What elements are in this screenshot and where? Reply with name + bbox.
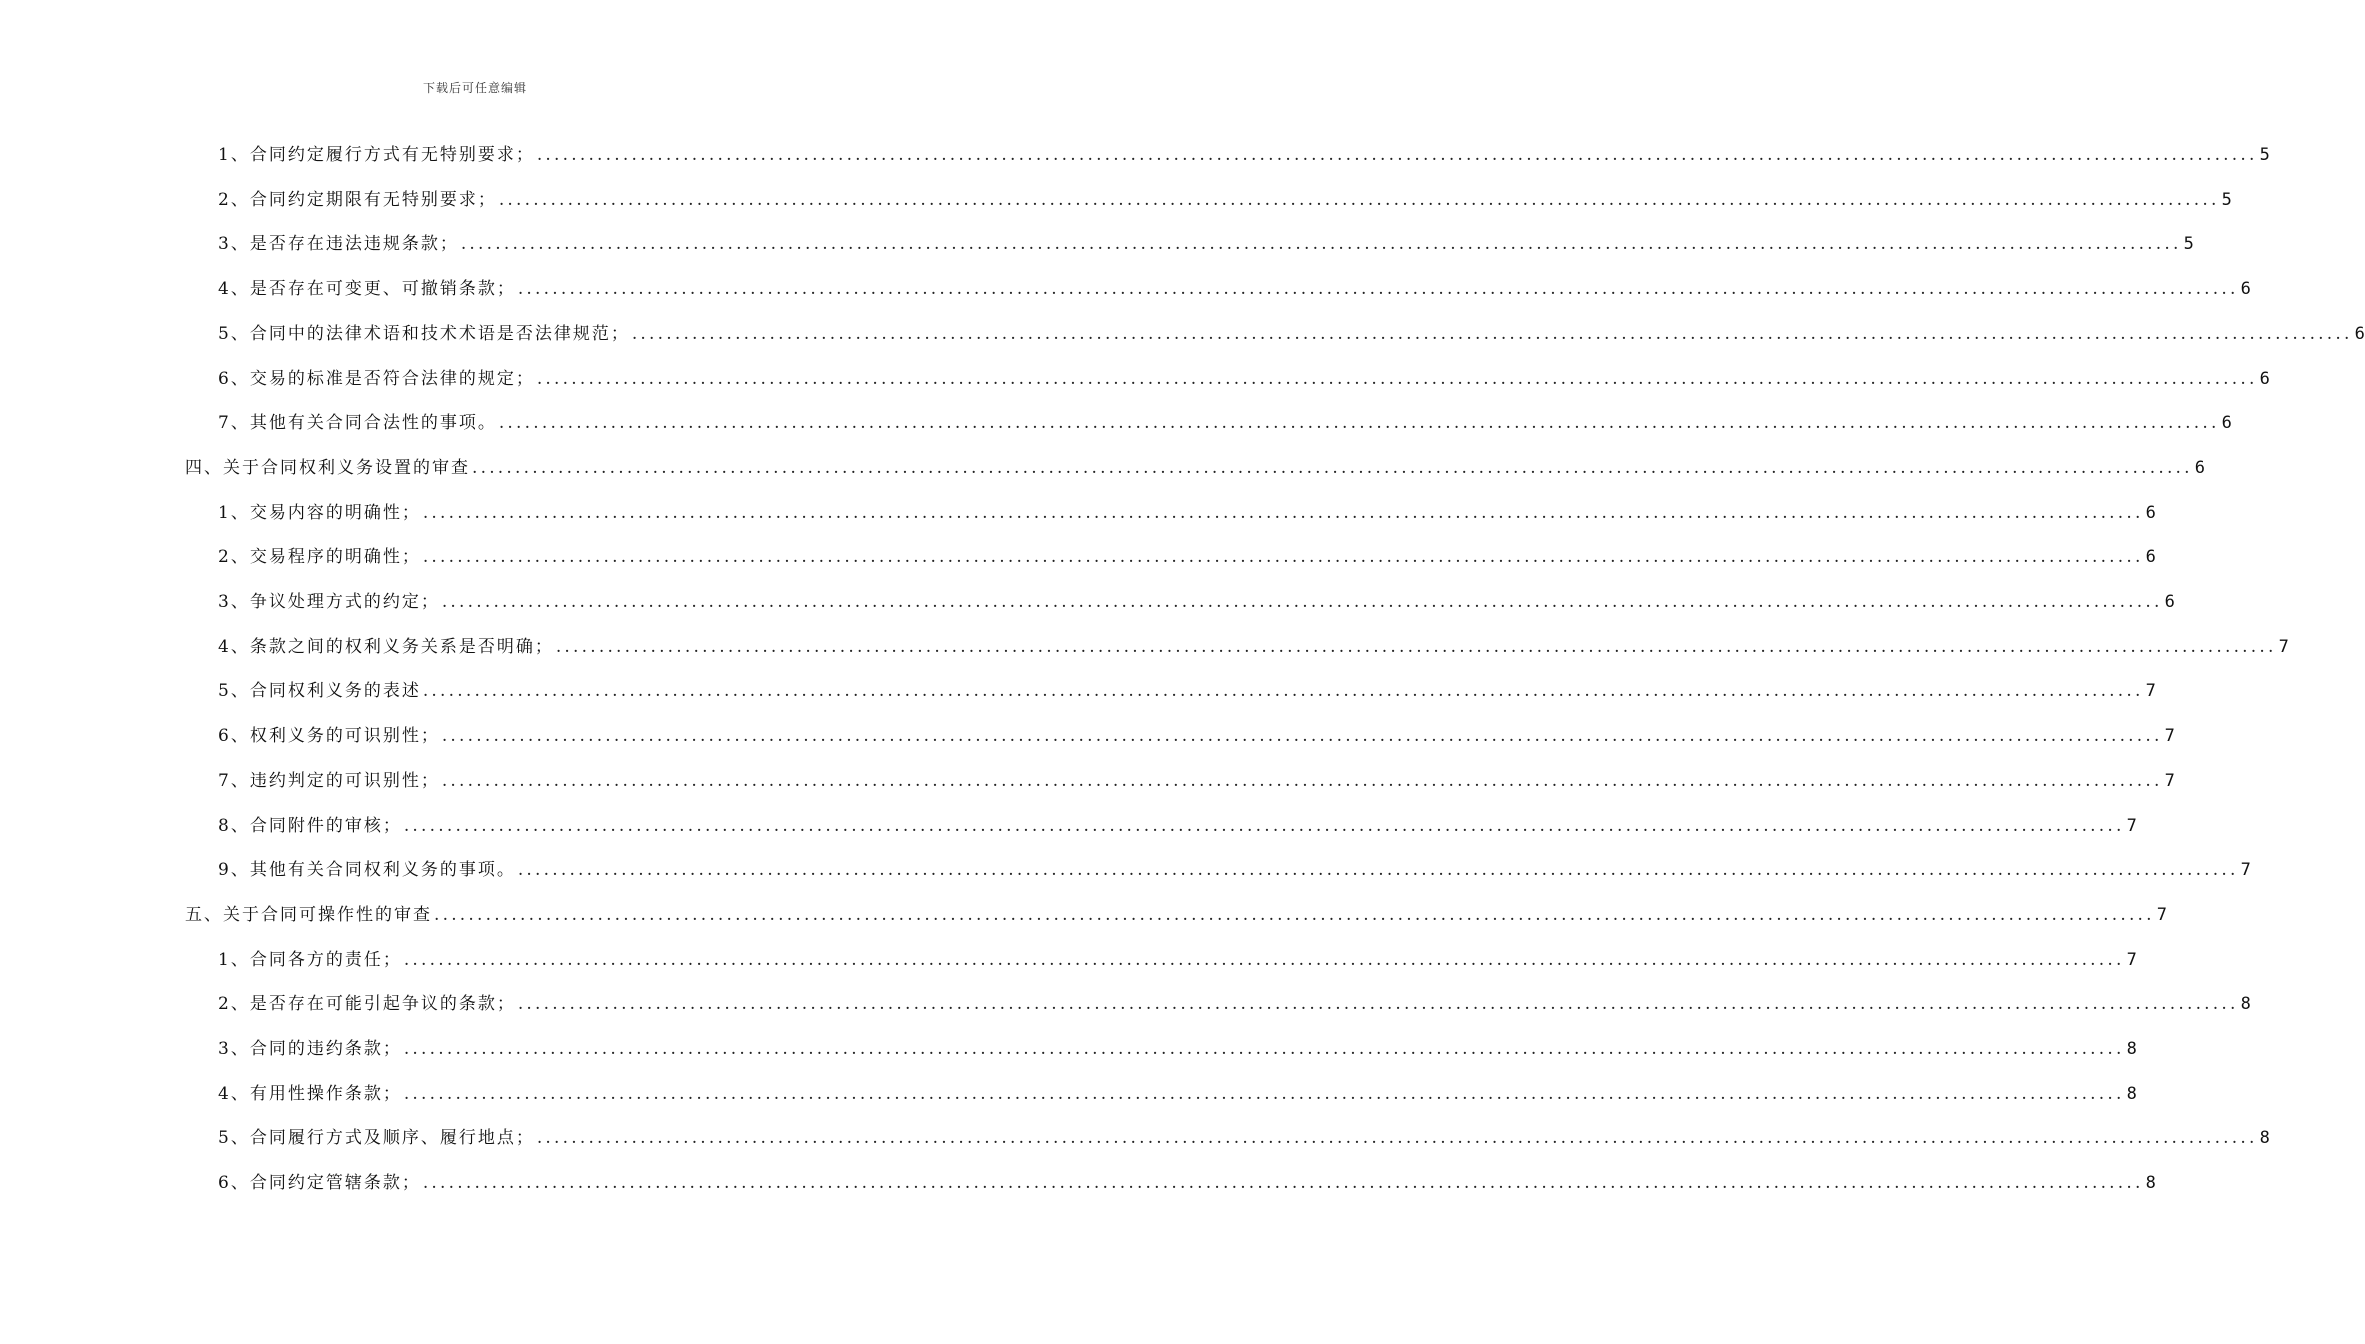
toc-entry-label: 1、合同各方的责任； [218,949,402,970]
toc-entry-label: 4、条款之间的权利义务关系是否明确； [218,636,554,657]
toc-page-number: 7 [2164,726,2175,747]
toc-page-number: 7 [2126,815,2137,836]
toc-item-entry [218,1123,2270,1153]
toc-page-number: 7 [2240,860,2251,881]
toc-item-entry [218,408,2232,438]
toc-entry-label: 8、合同附件的审核； [218,815,402,836]
toc-dot-leader: ........................................................................................................................................................................................................ [403,1083,2125,1104]
toc-item-entry [218,855,2251,885]
toc-item-entry [218,1034,2137,1064]
toc-entry-label: 6、合同约定管辖条款； [218,1173,421,1194]
toc-page-number: 6 [2354,323,2365,344]
toc-page-number: 8 [2240,994,2251,1015]
toc-page-number: 7 [2126,949,2137,970]
toc-item-entry [218,989,2251,1019]
toc-item-entry [218,632,2289,662]
toc-entry-label: 1、交易内容的明确性； [218,502,421,523]
toc-entry-label: 四、关于合同权利义务设置的审查 [185,457,470,478]
toc-entry-label: 6、权利义务的可识别性； [218,726,440,747]
toc-item-entry [218,766,2175,796]
toc-page-number: 6 [2145,547,2156,568]
toc-entry-label: 1、合同约定履行方式有无特别要求； [218,145,535,165]
toc-dot-leader: ........................................................................................................................................................................................................ [422,1173,2144,1194]
toc-entry-label: 3、合同的违约条款； [218,1039,402,1059]
toc-entry-label: 7、其他有关合同合法性的事项。 [218,413,497,434]
toc-dot-leader: ........................................................................................................................................................................................................ [403,1039,2125,1059]
toc-dot-leader: ........................................................................................................................................................................................................ [517,279,2239,300]
toc-entry-label: 9、其他有关合同权利义务的事项。 [218,860,516,881]
toc-dot-leader: ........................................................................................................................................................................................................ [536,368,2258,389]
toc-item-entry [218,274,2251,304]
toc-dot-leader: ........................................................................................................................................................................................................ [536,1128,2258,1149]
toc-dot-leader: ........................................................................................................................................................................................................ [536,145,2258,165]
toc-page-number: 6 [2194,457,2206,478]
toc-item-entry [218,676,2156,706]
toc-entry-label: 2、合同约定期限有无特别要求； [218,189,497,210]
toc-dot-leader: ........................................................................................................................................................................................................ [517,994,2239,1015]
toc-dot-leader: ........................................................................................................................................................................................................ [434,904,2155,925]
toc-page-number: 7 [2278,636,2289,657]
toc-page-number: 5 [2221,189,2232,210]
toc-item-entry [218,542,2156,572]
toc-dot-leader: ........................................................................................................................................................................................................ [631,323,2353,344]
toc-item-entry [218,587,2175,617]
toc-item-entry [218,721,2175,751]
toc-entry-label: 2、是否存在可能引起争议的条款； [218,994,516,1015]
toc-entry-label: 4、有用性操作条款； [218,1083,402,1104]
toc-dot-leader: ........................................................................................................................................................................................................ [422,547,2144,568]
toc-page-number: 6 [2164,592,2175,612]
toc-dot-leader: ........................................................................................................................................................................................................ [555,636,2277,657]
toc-page-number: 7 [2145,681,2156,702]
toc-page-number: 8 [2145,1173,2156,1194]
toc-entry-label: 3、是否存在违法违规条款； [218,234,459,255]
toc-page-number: 8 [2126,1039,2137,1059]
toc-section-entry [185,900,2168,930]
toc-item-entry [218,364,2270,394]
toc-entry-label: 7、违约判定的可识别性； [218,770,440,791]
toc-dot-leader: ........................................................................................................................................................................................................ [472,457,2193,478]
toc-dot-leader: ........................................................................................................................................................................................................ [403,949,2125,970]
toc-dot-leader: ........................................................................................................................................................................................................ [422,681,2144,702]
toc-entry-label: 五、关于合同可操作性的审查 [185,904,432,925]
toc-item-entry [218,945,2137,975]
toc-entry-label: 5、合同中的法律术语和技术术语是否法律规范； [218,323,630,344]
toc-entry-label: 4、是否存在可变更、可撤销条款； [218,279,516,300]
toc-item-entry [218,1079,2137,1109]
toc-dot-leader: ........................................................................................................................................................................................................ [403,815,2125,836]
toc-dot-leader: ........................................................................................................................................................................................................ [517,860,2239,881]
toc-page-number: 6 [2145,502,2156,523]
toc-item-entry [218,1168,2156,1198]
toc-entry-label: 5、合同履行方式及顺序、履行地点； [218,1128,535,1149]
toc-page-number: 6 [2221,413,2232,434]
toc-page-number: 8 [2126,1083,2137,1104]
toc-page-number: 7 [2164,770,2175,791]
toc-dot-leader: ........................................................................................................................................................................................................ [460,234,2182,255]
toc-item-entry [218,229,2194,259]
toc-dot-leader: ........................................................................................................................................................................................................ [498,413,2220,434]
toc-dot-leader: ........................................................................................................................................................................................................ [441,726,2163,747]
toc-item-entry [218,185,2232,215]
toc-dot-leader: ........................................................................................................................................................................................................ [498,189,2220,210]
toc-item-entry [218,319,2365,349]
toc-entry-label: 3、争议处理方式的约定； [218,592,440,612]
page-header: 下载后可任意编辑 [422,81,527,95]
toc-dot-leader: ........................................................................................................................................................................................................ [441,592,2163,612]
toc-entry-label: 2、交易程序的明确性； [218,547,421,568]
toc-item-entry [218,140,2270,170]
toc-page-number: 7 [2156,904,2168,925]
toc-dot-leader: ........................................................................................................................................................................................................ [422,502,2144,523]
toc-section-entry [185,453,2206,483]
toc-page-number: 5 [2183,234,2194,255]
toc-page-number: 6 [2240,279,2251,300]
toc-entry-label: 5、合同权利义务的表述 [218,681,421,702]
toc-entry-label: 6、交易的标准是否符合法律的规定； [218,368,535,389]
toc-item-entry [218,811,2137,841]
toc-page-number: 6 [2259,368,2270,389]
toc-page-number: 8 [2259,1128,2270,1149]
toc-item-entry [218,498,2156,528]
toc-page-number: 5 [2259,145,2270,165]
toc-dot-leader: ........................................................................................................................................................................................................ [441,770,2163,791]
